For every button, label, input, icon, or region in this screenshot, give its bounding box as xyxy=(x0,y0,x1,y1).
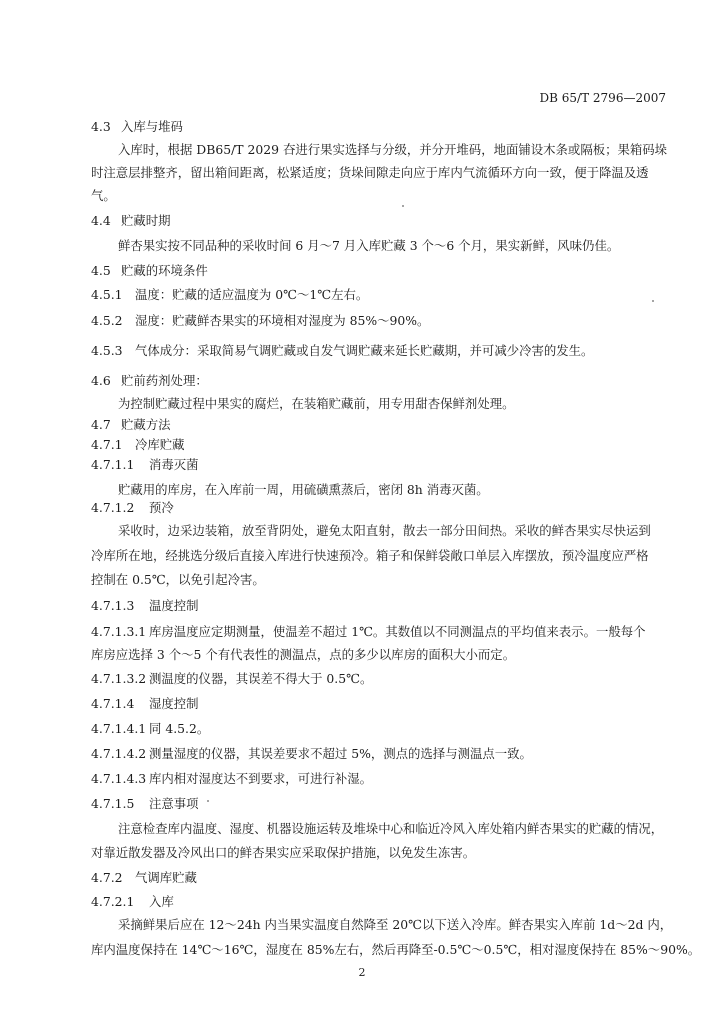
paragraph-line: 采收时，边采边装箱，放至背阴处，避免太阳直射，散去一部分田间热。采收的鲜杏果实尽快运到 xyxy=(118,523,651,538)
clause-4-7-1-3-1: 4.7.1.3.1 库房温度应定期测量，使温差不超过 1℃。其数值以不同测温点的平均值来表示。一般每个 xyxy=(91,624,646,639)
heading-4-6: 4.6 贮前药剂处理： xyxy=(91,373,208,388)
paragraph-line: 鲜杏果实按不同品种的采收时间 6 月～7 月入库贮藏 3 个～6 个月，果实新鲜，风味仍佳。 xyxy=(118,238,620,253)
heading-4-7-2: 4.7.2 气调库贮藏 xyxy=(91,870,197,885)
paragraph-line: 入库时，根据 DB65/T 2029 夻进行果实选择与分级，并分开堆码，地面铺设木条或隔板；果箱码垛 xyxy=(118,142,668,157)
paragraph-line: 气。 xyxy=(91,188,116,203)
paragraph-line: 采摘鲜果后应在 12～24h 内当果实温度自然降至 20℃以下送入冷库。鲜杏果实入库前 1d～2d 内， xyxy=(118,917,673,932)
heading-4-7-1-4: 4.7.1.4 湿度控制 xyxy=(91,696,199,711)
heading-4-7: 4.7 贮藏方法 xyxy=(91,417,171,432)
paragraph-line: 注意检查库内温度、湿度、机器设施运转及堆垛中心和临近冷风入库处箱内鲜杏果实的贮藏的情况， xyxy=(118,821,664,836)
clause-4-5-1: 4.5.1 温度：贮藏的适应温度为 0℃～1℃左右。 xyxy=(91,287,369,302)
clause-4-7-1-4-3: 4.7.1.4.3 库内相对湿度达不到要求，可进行补湿。 xyxy=(91,771,373,786)
clause-4-5-3: 4.5.3 气体成分：采取简易气调贮藏或自发气调贮藏来延长贮藏期，并可减少冷害的发生。 xyxy=(91,343,594,358)
paragraph-line: 对靠近散发器及冷风出口的鲜杏果实应采取保护措施，以免发生冻害。 xyxy=(91,845,476,860)
paragraph-line: 贮藏用的库房，在入库前一周，用硫磺熏蒸后，密闭 8h 消毒灭菌。 xyxy=(118,482,489,497)
paragraph-line: 库房应选择 3 个～5 个有代表性的测温点，点的多少以库房的面积大小而定。 xyxy=(91,647,516,662)
scan-speck xyxy=(207,800,209,802)
standard-number: DB 65/T 2796—2007 xyxy=(539,91,666,105)
paragraph-line: 为控制贮藏过程中果实的腐烂，在装箱贮藏前，用专用甜杏保鲜剂处理。 xyxy=(118,396,515,411)
paragraph-line: 控制在 0.5℃，以免引起冷害。 xyxy=(91,572,265,587)
clause-4-7-1-4-1: 4.7.1.4.1 同 4.5.2。 xyxy=(91,721,210,736)
scan-speck xyxy=(652,300,654,302)
heading-4-3: 4.3 入库与堆码 xyxy=(91,119,183,134)
heading-4-5: 4.5 贮藏的环境条件 xyxy=(91,263,208,278)
paragraph-line: 时注意层排整齐，留出箱间距离，松紧适度；货垛间隙走向应于库内气流循环方向一致，便于降温及透 xyxy=(91,165,649,180)
heading-4-7-1: 4.7.1 冷库贮藏 xyxy=(91,437,185,452)
heading-4-7-1-1: 4.7.1.1 消毒灭菌 xyxy=(91,457,199,472)
clause-4-7-1-3-2: 4.7.1.3.2 测温度的仪器，其误差不得大于 0.5℃。 xyxy=(91,671,373,686)
heading-4-7-1-3: 4.7.1.3 温度控制 xyxy=(91,598,199,613)
heading-4-4: 4.4 贮藏时期 xyxy=(91,213,171,228)
heading-4-7-1-5: 4.7.1.5 注意事项 xyxy=(91,796,199,811)
page-number: 2 xyxy=(358,966,366,979)
paragraph-line: 库内温度保持在 14℃～16℃，湿度在 85%左右，然后再降至-0.5℃～0.5℃，相对湿度保持在 85%～90%。 xyxy=(91,942,701,957)
scan-speck xyxy=(402,205,404,207)
clause-4-5-2: 4.5.2 湿度：贮藏鲜杏果实的环境相对湿度为 85%～90%。 xyxy=(91,313,430,328)
paragraph-line: 冷库所在地，经挑选分级后直接入库进行快速预冷。箱子和保鲜袋敞口单层入库摆放，预冷温度应严格 xyxy=(91,548,649,563)
heading-4-7-1-2: 4.7.1.2 预冷 xyxy=(91,500,174,515)
clause-4-7-1-4-2: 4.7.1.4.2 测量湿度的仪器，其误差要求不超过 5%，测点的选择与测温点一致。 xyxy=(91,746,532,761)
heading-4-7-2-1: 4.7.2.1 入库 xyxy=(91,894,174,909)
